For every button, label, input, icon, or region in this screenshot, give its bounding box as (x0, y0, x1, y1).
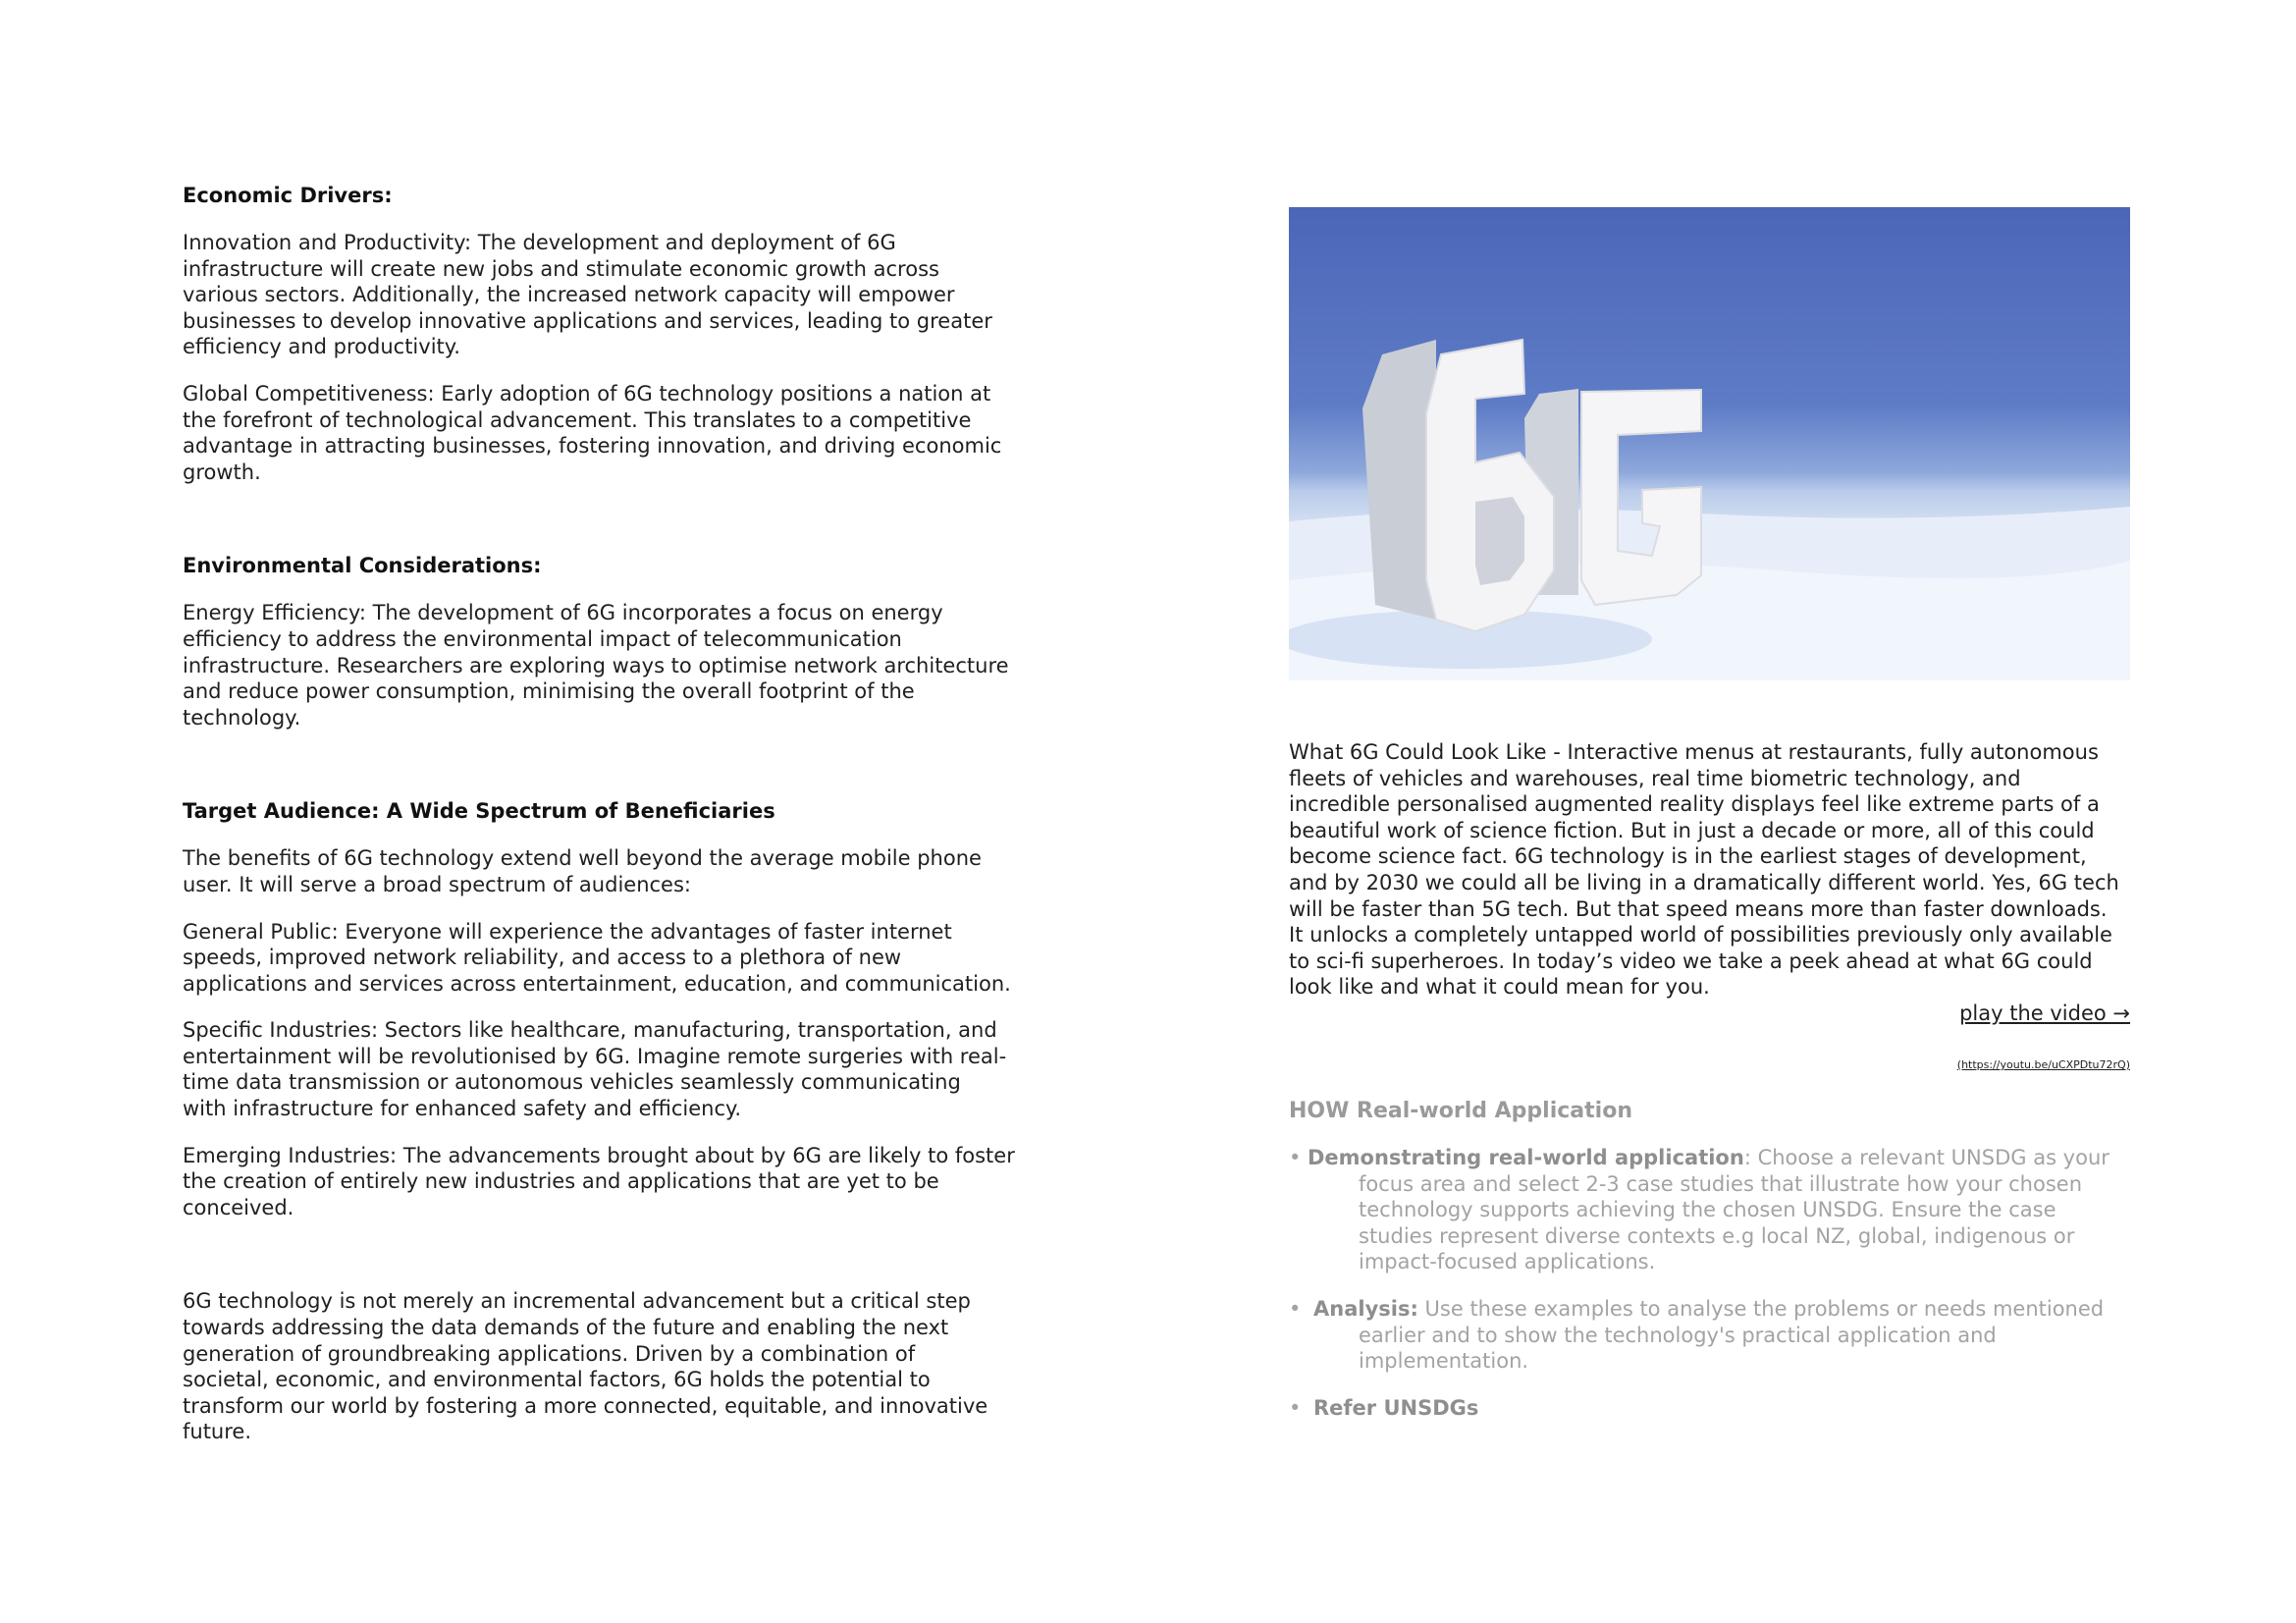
text-line: speeds, improved network reliability, and access to a plethora of new (183, 946, 902, 970)
video-url-link[interactable]: (https://youtu.be/uCXPDtu72rQ) (1956, 1057, 2130, 1071)
text-line: and by 2030 we could all be living in a dramatically different world. Yes, 6G tech (1289, 870, 2119, 894)
text-line: to sci-fi superheroes. In today’s video we take a peek ahead at what 6G could (1289, 948, 2093, 973)
specific-industries-paragraph (183, 1017, 1037, 1121)
text-line: technology supports achieving the chosen UNSDG. Ensure the case (1359, 1198, 2056, 1222)
text-line: efficiency to address the environmental impact of telecommunication (183, 626, 902, 651)
how-heading: HOW Real-world Application (1289, 1098, 1632, 1123)
text-line: focus area and select 2-3 case studies that illustrate how your chosen (1359, 1171, 2082, 1196)
text-line: the creation of entirely new industries and applications that are yet to be (183, 1169, 939, 1194)
text-line: infrastructure. Researchers are exploring ways to optimise network architecture (183, 653, 1009, 677)
text-line: and reduce power consumption, minimising the overall footprint of the (183, 679, 915, 704)
text-line: towards addressing the data demands of the future and enabling the next (183, 1316, 949, 1340)
bullet-bold-label: Demonstrating real-world application (1308, 1145, 1744, 1169)
competitiveness-paragraph (183, 381, 1037, 485)
text-line: look like and what it could mean for you. (1289, 975, 1710, 1000)
bullet-analysis (1289, 1296, 2130, 1375)
bullet-bold-label: Analysis: (1313, 1296, 1418, 1321)
text-line: 6G technology is not merely an incremental advancement but a critical step (183, 1289, 971, 1314)
play-video-link[interactable]: play the video → (1959, 1001, 2130, 1025)
bullet-dot: • (1289, 1145, 1302, 1169)
bullet-first-line (1289, 1395, 2130, 1422)
text-line: General Public: Everyone will experience the advantages of faster internet (183, 919, 952, 944)
text-line: time data transmission or autonomous vehicles seamlessly communicating (183, 1070, 961, 1095)
conclusion-paragraph (183, 1288, 1037, 1445)
economic-drivers-heading: Economic Drivers: (183, 184, 393, 207)
text-line: transform our world by fostering a more connected, equitable, and innovative (183, 1393, 988, 1418)
bullet-demonstrating (1289, 1145, 2130, 1275)
play-video-row (1289, 1001, 2130, 1027)
target-audience-heading: Target Audience: A Wide Spectrum of Beneficiaries (183, 799, 775, 824)
text-line: It unlocks a completely untapped world of possibilities previously only available (1289, 923, 2112, 947)
text-line: implementation. (1359, 1349, 1529, 1374)
text-line: businesses to develop innovative applications and services, leading to greater (183, 308, 992, 333)
text-line: Global Competitiveness: Early adoption of 6G technology positions a nation at (183, 381, 991, 406)
environmental-heading: Environmental Considerations: (183, 554, 542, 578)
text-line: future. (183, 1420, 252, 1444)
text-line: beautiful work of science fiction. But in just a decade or more, all of this could (1289, 818, 2095, 842)
text-line: impact-focused applications. (1359, 1250, 1656, 1274)
text-line: growth. (183, 460, 261, 484)
text-line: societal, economic, and environmental factors, 6G holds the potential to (183, 1368, 931, 1392)
text-line: technology. (183, 705, 301, 730)
bullet-refer-unsdgs (1289, 1395, 2130, 1422)
text-line: Specific Industries: Sectors like healthcare, manufacturing, transportation, and (183, 1018, 997, 1043)
right-column (1289, 207, 2130, 1421)
text-line: What 6G Could Look Like - Interactive menus at restaurants, fully autonomous (1289, 740, 2099, 764)
text-line: Emerging Industries: The advancements brought about by 6G are likely to foster (183, 1143, 1015, 1167)
bullet-first-line (1289, 1145, 2130, 1171)
text-line: entertainment will be revolutionised by 6G. Imagine remote surgeries with real- (183, 1044, 1007, 1068)
text-line: The benefits of 6G technology extend well beyond the average mobile phone (183, 846, 982, 871)
text-line: will be faster than 5G tech. But that speed means more than faster downloads. (1289, 896, 2108, 921)
text-line: applications and services across entertainment, education, and communication. (183, 971, 1011, 996)
text-line: earlier and to show the technology's practical application and (1359, 1323, 1997, 1347)
energy-paragraph (183, 600, 1037, 730)
text-line: generation of groundbreaking applications. Driven by a combination of (183, 1341, 916, 1366)
text-line: user. It will serve a broad spectrum of audiences: (183, 872, 691, 896)
text-line: efficiency and productivity. (183, 335, 460, 359)
6g-hero-image (1289, 207, 2130, 680)
text-line: conceived. (183, 1195, 294, 1219)
innovation-paragraph (183, 230, 1037, 360)
video-url-row (1289, 1058, 2130, 1072)
text-line: incredible personalised augmented reality displays feel like extreme parts of a (1289, 792, 2100, 817)
text-line: Innovation and Productivity: The development and deployment of 6G (183, 231, 896, 254)
text-line: the forefront of technological advancement. This translates to a competitive (183, 407, 972, 432)
text-line: various sectors. Additionally, the increased network capacity will empower (183, 283, 955, 307)
text-line: with infrastructure for enhanced safety and efficiency. (183, 1097, 742, 1121)
video-description (1289, 739, 2130, 1001)
benefits-paragraph (183, 845, 1037, 897)
bullet-dot: • (1289, 1395, 1302, 1420)
text-line: fleets of vehicles and warehouses, real time biometric technology, and (1289, 766, 2021, 790)
emerging-industries-paragraph (183, 1143, 1037, 1221)
text-line: studies represent diverse contexts e.g local NZ, global, indigenous or (1359, 1223, 2075, 1248)
bullet-first-line (1289, 1296, 2130, 1323)
left-column (183, 183, 1037, 1445)
general-public-paragraph (183, 919, 1037, 998)
text-line: infrastructure will create new jobs and stimulate economic growth across (183, 256, 939, 281)
text-line: advantage in attracting businesses, fostering innovation, and driving economic (183, 434, 1002, 459)
text-line: become science fact. 6G technology is in the earliest stages of development, (1289, 844, 2087, 869)
6g-snow-illustration (1289, 207, 2130, 680)
bullet-bold-label: Refer UNSDGs (1313, 1395, 1479, 1420)
bullet-text: : Choose a relevant UNSDG as your (1743, 1145, 2109, 1169)
bullet-dot: • (1289, 1296, 1302, 1321)
bullet-text: Use these examples to analyse the problems or needs mentioned (1417, 1296, 2105, 1321)
text-line: Energy Efficiency: The development of 6G incorporates a focus on energy (183, 601, 943, 625)
